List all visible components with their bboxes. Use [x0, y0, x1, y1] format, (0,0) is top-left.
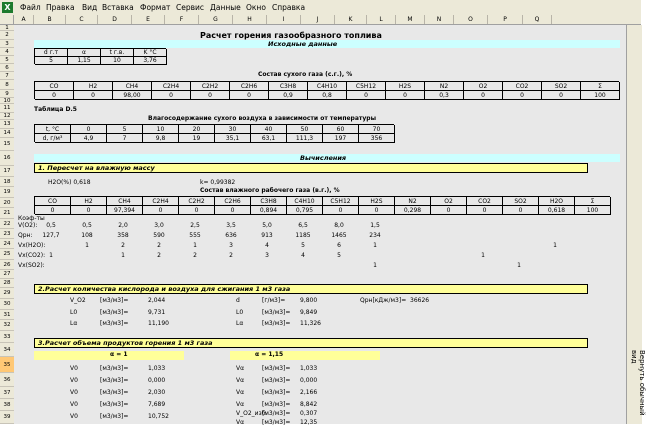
- s2-left-label: L0: [70, 309, 78, 316]
- wet-composition-table-cell[interactable]: 0: [323, 206, 359, 215]
- params-table-cell[interactable]: 5: [35, 57, 68, 65]
- s3-left-label: V0: [70, 389, 78, 396]
- s2-right-unit: [м3/м3]=: [262, 309, 291, 316]
- humidity-table-cell[interactable]: 4,9: [71, 134, 107, 143]
- humidity-title: Влагосодержание сухого воздуха в зависимости от температуры: [148, 115, 377, 122]
- params-table-cell[interactable]: K °C: [134, 49, 167, 57]
- wet-composition-table-cell[interactable]: 0: [35, 206, 71, 215]
- wet-composition-table-cell[interactable]: C2H2: [179, 197, 215, 206]
- s3-right-unit: [м3/м3]=: [262, 389, 291, 396]
- s3-right-value: 2,166: [300, 389, 318, 396]
- s3-right-label: V_O2_изб.: [236, 410, 268, 417]
- coef-row-label: Qрн:: [18, 232, 33, 239]
- humidity-table-cell[interactable]: 197: [323, 134, 359, 143]
- s2-right-value: 9,849: [300, 309, 318, 316]
- row-header-35[interactable]: 35: [0, 357, 14, 373]
- column-header-M[interactable]: M: [396, 15, 425, 24]
- page-title: Расчет горения газообразного топлива: [200, 31, 382, 40]
- humidity-table-cell[interactable]: 19: [179, 134, 215, 143]
- qrn-value: 36626: [410, 297, 430, 304]
- wet-composition-table-cell[interactable]: C5H12: [323, 197, 359, 206]
- humidity-table-cell[interactable]: 7: [107, 134, 143, 143]
- s3-left-value: 2,030: [148, 389, 166, 396]
- s3-left-unit: [м3/м3]=: [100, 377, 129, 384]
- coef-value: 1: [49, 252, 53, 259]
- coef-value: 127,7: [42, 232, 60, 239]
- humidity-table-cell[interactable]: t, °C: [35, 125, 71, 134]
- dry-composition-table-cell[interactable]: 0: [464, 91, 503, 100]
- coef-value: 1: [553, 242, 557, 249]
- s2-left-value: 2,044: [148, 297, 166, 304]
- humidity-table-cell[interactable]: 5: [107, 125, 143, 134]
- row-header-8[interactable]: 8: [0, 80, 14, 90]
- row-header-30[interactable]: 30: [0, 299, 14, 310]
- humidity-table-cell[interactable]: 63,1: [251, 134, 287, 143]
- column-header-J[interactable]: J: [301, 15, 335, 24]
- coef-value: 108: [81, 232, 93, 239]
- s3-right-label: Vα: [236, 419, 245, 426]
- column-header-A[interactable]: A: [14, 15, 34, 24]
- row-header-26[interactable]: 26: [0, 260, 14, 270]
- coef-value: 1: [85, 242, 89, 249]
- humidity-table-cell[interactable]: d, г/м³: [35, 134, 71, 143]
- row-header-3[interactable]: 3: [0, 40, 14, 48]
- coef-value: 234: [369, 232, 381, 239]
- sec2-title: 2.Расчет количества кислорода и воздуха для сжигания 1 м3 газа: [38, 285, 291, 293]
- input-header: Исходные данные: [268, 40, 338, 48]
- dry-composition-table-cell[interactable]: 0: [542, 91, 581, 100]
- coef-value: 3: [265, 252, 269, 259]
- s3-left-value: 0,000: [148, 377, 166, 384]
- row-header-22[interactable]: 22: [0, 219, 14, 229]
- s3-right-value: 12,35: [300, 419, 318, 426]
- coef-value: 5: [301, 242, 305, 249]
- s3-right-label: Vα: [236, 365, 245, 372]
- s2-right-label: Lα: [236, 320, 244, 327]
- menu-help[interactable]: Справка: [272, 3, 306, 12]
- coef-value: 3,0: [154, 222, 164, 229]
- coef-value: 8,0: [334, 222, 344, 229]
- s3-left-value: 1,033: [148, 365, 166, 372]
- s3-left-value: 7,689: [148, 401, 166, 408]
- coef-value: 555: [189, 232, 201, 239]
- wet-composition-table-cell[interactable]: 0: [143, 206, 179, 215]
- s3-right-value: 8,842: [300, 401, 318, 408]
- row-header-36[interactable]: 36: [0, 373, 14, 387]
- row-header-2[interactable]: 2: [0, 31, 14, 40]
- row-header-39[interactable]: 39: [0, 411, 14, 424]
- params-table-cell[interactable]: 10: [101, 57, 134, 65]
- wet-composition-table-cell[interactable]: 0,795: [287, 206, 323, 215]
- column-header-H[interactable]: H: [233, 15, 267, 24]
- s3-left-unit: [м3/м3]=: [100, 365, 129, 372]
- coef-value: 6,5: [298, 222, 308, 229]
- menu-insert[interactable]: Вставка: [102, 3, 134, 12]
- coef-value: 1: [193, 242, 197, 249]
- column-header-B[interactable]: B: [34, 15, 66, 24]
- column-header-I[interactable]: I: [267, 15, 301, 24]
- dry-composition-table-cell[interactable]: C3H8: [269, 82, 308, 91]
- dry-composition-table-cell[interactable]: C4H10: [308, 82, 347, 91]
- dry-composition-table-cell[interactable]: C2H2: [191, 82, 230, 91]
- column-headers: [0, 15, 641, 25]
- s3-left-unit: [м3/м3]=: [100, 413, 129, 420]
- dry-composition-table-cell[interactable]: N2: [425, 82, 464, 91]
- wet-composition-table-cell[interactable]: H2O: [539, 197, 575, 206]
- s3-left-value: 10,752: [148, 413, 169, 420]
- wet-composition-table-cell[interactable]: Σ: [575, 197, 611, 206]
- column-header-P[interactable]: P: [488, 15, 523, 24]
- coef-value: 5: [337, 252, 341, 259]
- wet-composition-table-cell[interactable]: 0: [215, 206, 251, 215]
- wet-composition-table-cell[interactable]: C4H10: [287, 197, 323, 206]
- coef-value: 1: [517, 262, 521, 269]
- row-header-34[interactable]: 34: [0, 343, 14, 357]
- row-header-14[interactable]: 14: [0, 129, 14, 138]
- s2-left-value: 9,731: [148, 309, 166, 316]
- coef-value: 913: [261, 232, 273, 239]
- dry-composition-table: [34, 81, 619, 99]
- coef-value: 1,5: [370, 222, 380, 229]
- coef-value: 2: [157, 252, 161, 259]
- row-header-4[interactable]: 4: [0, 48, 14, 56]
- wet-composition-table-cell[interactable]: 0: [431, 206, 467, 215]
- dry-composition-table-cell[interactable]: C2H4: [152, 82, 191, 91]
- row-header-6[interactable]: 6: [0, 64, 14, 72]
- alpha1-band: [34, 351, 184, 360]
- dry-composition-table-cell[interactable]: 100: [581, 91, 620, 100]
- alpha2-band: [230, 351, 380, 360]
- humidity-table-cell[interactable]: 40: [251, 125, 287, 134]
- coef-value: 590: [153, 232, 165, 239]
- params-table-cell[interactable]: α: [68, 49, 101, 57]
- humidity-table-cell[interactable]: 9,8: [143, 134, 179, 143]
- s2-right-label: d: [236, 297, 240, 304]
- row-header-16[interactable]: 16: [0, 151, 14, 166]
- column-header-N[interactable]: N: [425, 15, 454, 24]
- coef-value: 1: [373, 242, 377, 249]
- coef-value: 1185: [295, 232, 311, 239]
- row-header-25[interactable]: 25: [0, 249, 14, 260]
- s3-right-label: Vα: [236, 389, 245, 396]
- k-label: k= 0,99382: [200, 179, 236, 186]
- menu-edit[interactable]: Правка: [46, 3, 75, 12]
- row-header-37[interactable]: 37: [0, 387, 14, 399]
- coef-value: 6: [337, 242, 341, 249]
- coef-value: 5,0: [262, 222, 272, 229]
- coef-value: 0,5: [46, 222, 56, 229]
- wet-composition-table-cell[interactable]: 0: [71, 206, 107, 215]
- wet-composition-table-cell[interactable]: H2S: [359, 197, 395, 206]
- wet-composition-table-cell[interactable]: CO: [35, 197, 71, 206]
- s2-right-unit: [г/м3]=: [262, 297, 286, 304]
- row-header-10[interactable]: 10: [0, 98, 14, 104]
- humidity-table-cell[interactable]: 20: [179, 125, 215, 134]
- row-header-33[interactable]: 33: [0, 331, 14, 343]
- s3-left-unit: [м3/м3]=: [100, 401, 129, 408]
- restore-view-label[interactable]: Вернуть обычный вид: [630, 350, 646, 416]
- coef-value: 2: [157, 242, 161, 249]
- wet-composition-table-cell[interactable]: SO2: [503, 197, 539, 206]
- coef-row-label: Vх(SO2):: [18, 262, 45, 269]
- row-header-5[interactable]: 5: [0, 56, 14, 64]
- row-header-18[interactable]: 18: [0, 177, 14, 187]
- row-headers: [0, 25, 15, 424]
- wet-composition-table-cell[interactable]: 0: [179, 206, 215, 215]
- row-header-9[interactable]: 9: [0, 90, 14, 98]
- dry-composition-table-cell[interactable]: CH4: [113, 82, 152, 91]
- s3-left-label: V0: [70, 377, 78, 384]
- row-header-32[interactable]: 32: [0, 320, 14, 331]
- row-header-15[interactable]: 15: [0, 138, 14, 151]
- row-header-38[interactable]: 38: [0, 399, 14, 411]
- dry-composition-table-cell[interactable]: 0: [386, 91, 425, 100]
- qrn-label: Qрн[кДж/м3]=: [360, 297, 407, 304]
- menu-data[interactable]: Данные: [210, 3, 241, 12]
- column-header-Q[interactable]: Q: [523, 15, 552, 24]
- s2-left-label: Lα: [70, 320, 78, 327]
- coef-value: 4: [265, 242, 269, 249]
- koef-label: Коэф-ты: [18, 215, 45, 222]
- s2-right-value: 11,326: [300, 320, 321, 327]
- humidity-table-cell[interactable]: 111,3: [287, 134, 323, 143]
- column-header-F[interactable]: F: [165, 15, 199, 24]
- dry-composition-table-cell[interactable]: CO: [35, 82, 74, 91]
- s2-right-value: 9,800: [300, 297, 318, 304]
- dry-composition-table-cell[interactable]: 0: [503, 91, 542, 100]
- coef-value: 358: [117, 232, 129, 239]
- params-table-cell[interactable]: 1,15: [68, 57, 101, 65]
- humidity-table-cell[interactable]: 30: [215, 125, 251, 134]
- dry-composition-table-cell[interactable]: C5H12: [347, 82, 386, 91]
- coef-value: 2: [121, 242, 125, 249]
- column-header-D[interactable]: D: [98, 15, 132, 24]
- calc-title: Вычисления: [300, 154, 347, 162]
- coef-value: 2: [193, 252, 197, 259]
- column-header-G[interactable]: G: [199, 15, 233, 24]
- coef-value: 0,5: [82, 222, 92, 229]
- humidity-table: [34, 124, 394, 142]
- row-header-7[interactable]: 7: [0, 72, 14, 80]
- row-header-27[interactable]: 27: [0, 270, 14, 279]
- excel-app-icon[interactable]: X: [2, 2, 13, 13]
- dry-composition-table-cell[interactable]: SO2: [542, 82, 581, 91]
- params-table-cell[interactable]: d г.т: [35, 49, 68, 57]
- wet-composition-table-cell[interactable]: CH4: [107, 197, 143, 206]
- row-header-13[interactable]: 13: [0, 120, 14, 129]
- coef-row-label: V(O2):: [18, 222, 38, 229]
- wet-composition-table-cell[interactable]: 0: [503, 206, 539, 215]
- s3-left-label: V0: [70, 401, 78, 408]
- wet-composition-title: Состав влажного рабочего газа (в.г.), %: [200, 187, 340, 194]
- s3-right-value: 0,000: [300, 377, 318, 384]
- s2-left-value: 11,190: [148, 320, 169, 327]
- wet-composition-table-cell[interactable]: O2: [431, 197, 467, 206]
- row-header-29[interactable]: 29: [0, 288, 14, 299]
- s2-right-unit: [м3/м3]=: [262, 320, 291, 327]
- menu-window[interactable]: Окно: [246, 3, 266, 12]
- wet-composition-table-cell[interactable]: 100: [575, 206, 611, 215]
- humidity-table-cell[interactable]: 60: [323, 125, 359, 134]
- dry-composition-table-cell[interactable]: 0,9: [269, 91, 308, 100]
- row-header-17[interactable]: 17: [0, 166, 14, 177]
- humidity-table-cell[interactable]: 10: [143, 125, 179, 134]
- menu-file[interactable]: Файл: [20, 3, 41, 12]
- s3-right-value: 1,033: [300, 365, 318, 372]
- dry-composition-table-cell[interactable]: Σ: [581, 82, 620, 91]
- humidity-table-cell[interactable]: 70: [359, 125, 395, 134]
- params-table-cell[interactable]: 3,76: [134, 57, 167, 65]
- wet-composition-table-cell[interactable]: 0,894: [251, 206, 287, 215]
- coef-row-label: Vх(H2O):: [18, 242, 46, 249]
- wet-composition-table-cell[interactable]: CO2: [467, 197, 503, 206]
- sec3-title: 3.Расчет объема продуктов горения 1 м3 газа: [38, 339, 213, 347]
- s3-right-unit: [м3/м3]=: [262, 410, 291, 417]
- row-header-23[interactable]: 23: [0, 229, 14, 239]
- s3-right-label: Vα: [236, 401, 245, 408]
- wet-composition-table-cell[interactable]: N2: [395, 197, 431, 206]
- dry-composition-table-cell[interactable]: C2H6: [230, 82, 269, 91]
- dry-composition-table-cell[interactable]: H2: [74, 82, 113, 91]
- coef-value: 1: [481, 252, 485, 259]
- coef-value: 3,5: [226, 222, 236, 229]
- sheet-grid[interactable]: [14, 25, 626, 424]
- sec1-title: 1. Пересчет на влажную массу: [38, 164, 155, 172]
- dry-composition-title: Состав сухого газа (с.г.), %: [258, 71, 353, 78]
- row-header-21[interactable]: 21: [0, 208, 14, 219]
- column-header-C[interactable]: C: [66, 15, 98, 24]
- dry-composition-table-cell[interactable]: 0: [152, 91, 191, 100]
- humidity-table-cell[interactable]: 356: [359, 134, 395, 143]
- params-table-cell[interactable]: t г.в.: [101, 49, 134, 57]
- dry-composition-table-cell[interactable]: CO2: [503, 82, 542, 91]
- coef-value: 3: [229, 242, 233, 249]
- wet-composition-table-cell[interactable]: 0: [467, 206, 503, 215]
- wet-composition-table-cell[interactable]: 0: [359, 206, 395, 215]
- alpha1-label: α = 1: [110, 351, 128, 358]
- s3-left-unit: [м3/м3]=: [100, 389, 129, 396]
- coef-value: 1465: [331, 232, 347, 239]
- menu-view[interactable]: Вид: [82, 3, 98, 12]
- wet-composition-table-cell[interactable]: C2H4: [143, 197, 179, 206]
- humidity-table-cell[interactable]: 50: [287, 125, 323, 134]
- s3-right-unit: [м3/м3]=: [262, 365, 291, 372]
- s3-left-label: V0: [70, 365, 78, 372]
- dry-composition-table-cell[interactable]: 0: [74, 91, 113, 100]
- row-header-20[interactable]: 20: [0, 198, 14, 208]
- dry-composition-table-cell[interactable]: 0: [35, 91, 74, 100]
- row-header-19[interactable]: 19: [0, 187, 14, 198]
- s2-left-unit: [м3/м3]=: [100, 320, 129, 327]
- column-header-O[interactable]: O: [454, 15, 488, 24]
- wet-composition-table-cell[interactable]: C3H8: [251, 197, 287, 206]
- dry-composition-table-cell[interactable]: 0,3: [425, 91, 464, 100]
- coef-value: 2: [229, 252, 233, 259]
- s3-right-unit: [м3/м3]=: [262, 419, 291, 426]
- row-header-11[interactable]: 11: [0, 104, 14, 113]
- coef-value: 4: [301, 252, 305, 259]
- row-header-28[interactable]: 28: [0, 279, 14, 288]
- dry-composition-table-cell[interactable]: 98,00: [113, 91, 152, 100]
- dry-composition-table-cell[interactable]: 0: [230, 91, 269, 100]
- params-table: [34, 48, 166, 64]
- wet-composition-table: [34, 196, 610, 214]
- row-header-1[interactable]: 1: [0, 25, 14, 31]
- wet-composition-table-cell[interactable]: 97,394: [107, 206, 143, 215]
- coef-value: 1: [121, 252, 125, 259]
- dry-composition-table-cell[interactable]: O2: [464, 82, 503, 91]
- s3-right-label: Vα: [236, 377, 245, 384]
- s3-right-unit: [м3/м3]=: [262, 377, 291, 384]
- s2-right-label: L0: [236, 309, 244, 316]
- dry-composition-table-cell[interactable]: 0: [191, 91, 230, 100]
- humidity-table-cell[interactable]: 35,1: [215, 134, 251, 143]
- row-header-24[interactable]: 24: [0, 239, 14, 249]
- wet-composition-table-cell[interactable]: C2H6: [215, 197, 251, 206]
- dry-composition-table-cell[interactable]: 0,8: [308, 91, 347, 100]
- coef-value: 1: [373, 262, 377, 269]
- coef-value: 636: [225, 232, 237, 239]
- coef-value: 2,0: [118, 222, 128, 229]
- s3-right-value: 0,307: [300, 410, 318, 417]
- column-header-K[interactable]: K: [335, 15, 367, 24]
- table-label: Таблица D.5: [34, 106, 77, 113]
- coef-row-label: Vх(CO2):: [18, 252, 46, 259]
- menu-format[interactable]: Формат: [140, 3, 171, 12]
- row-header-12[interactable]: 12: [0, 113, 14, 120]
- wet-composition-table-cell[interactable]: H2: [71, 197, 107, 206]
- vertical-scrollbar[interactable]: [626, 25, 646, 424]
- s3-right-unit: [м3/м3]=: [262, 401, 291, 408]
- column-header-E[interactable]: E: [132, 15, 165, 24]
- wet-composition-table-cell[interactable]: 0,298: [395, 206, 431, 215]
- s2-left-unit: [м3/м3]=: [100, 309, 129, 316]
- menu-bar: [0, 0, 641, 16]
- alpha2-label: α = 1,15: [255, 351, 284, 358]
- humidity-table-cell[interactable]: 0: [71, 125, 107, 134]
- select-all-corner[interactable]: [0, 15, 14, 24]
- s2-left-unit: [м3/м3]=: [100, 297, 129, 304]
- column-header-L[interactable]: L: [367, 15, 396, 24]
- coef-value: 2,5: [190, 222, 200, 229]
- row-header-31[interactable]: 31: [0, 310, 14, 320]
- dry-composition-table-cell[interactable]: H2S: [386, 82, 425, 91]
- s2-left-label: V_O2: [70, 297, 86, 304]
- menu-tools[interactable]: Сервис: [176, 3, 205, 12]
- dry-composition-table-cell[interactable]: 0: [347, 91, 386, 100]
- h2o-label: H2O(%) 0,618: [48, 179, 91, 186]
- s3-left-label: V0: [70, 413, 78, 420]
- wet-composition-table-cell[interactable]: 0,618: [539, 206, 575, 215]
